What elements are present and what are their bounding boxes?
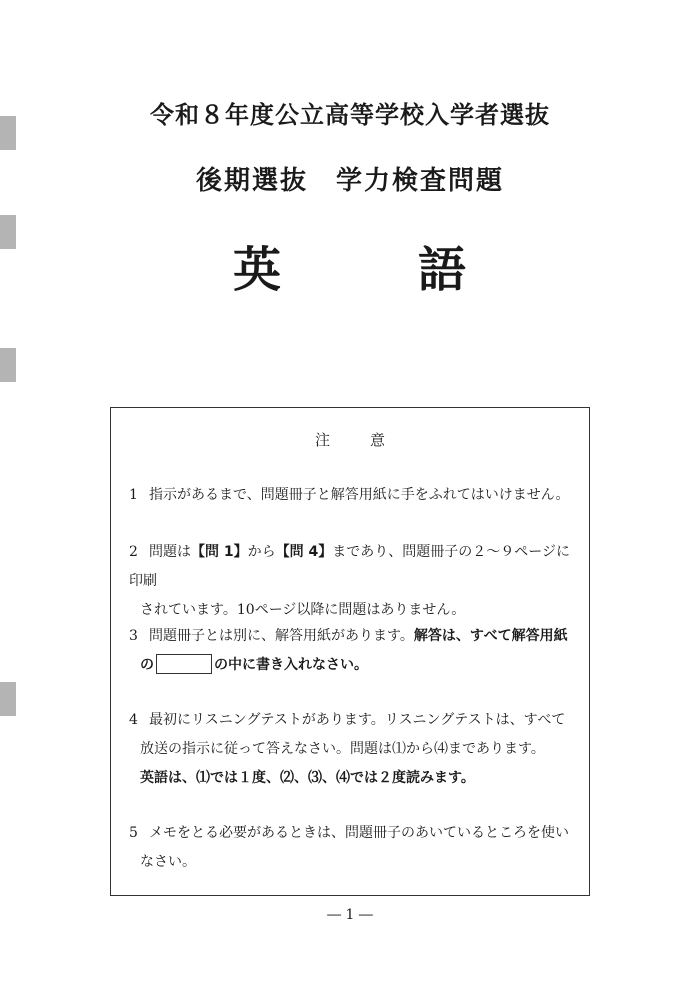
item-text-line2: されています。10ページ以降に問題はありません。 [140,602,466,618]
binding-marker [0,682,16,716]
exam-subtitle: 後期選抜 学力検査問題 [195,166,504,196]
item-text-line2: 放送の指示に従って答えなさい。問題は⑴から⑷まであります。 [140,741,545,757]
item-text: 指示があるまで、問題冊子と解答用紙に手をふれてはいけません。 [149,487,570,503]
item-bold-line3: 英語は、⑴では１度、⑵、⑶、⑷では２度読みます。 [140,770,475,786]
item-text: メモをとる必要があるときは、問題冊子のあいているところを使い [149,825,569,841]
notice-item-4 [129,706,581,793]
subject-char-2: 語 [418,242,467,298]
binding-marker [0,348,16,382]
item-text: 問題冊子とは別に、解答用紙があります。 [149,628,414,644]
answer-box-symbol [156,654,212,674]
item-text: 最初にリスニングテストがあります。リスニングテストは、すべて [149,712,566,728]
item-text: から [247,544,276,560]
notice-item-1 [129,481,581,510]
item-text-line2: なさい。 [140,854,196,870]
item-number: 4 [129,712,138,728]
item-number: 5 [129,825,138,841]
exam-title: 令和８年度公立高等学校入学者選抜 [150,101,550,129]
item-text: 問題は [149,544,191,560]
item-number: 1 [129,487,138,503]
notice-item-5 [129,819,581,877]
item-number: 2 [129,544,138,560]
item-bold-ref: 【問 4】 [275,544,333,560]
notice-item-2 [129,538,581,625]
item-bold-text: の [140,657,154,673]
subject-char-1: 英 [233,242,282,298]
page-number: ― 1 ― [327,907,373,923]
notice-box [110,407,590,896]
item-bold-text: の中に書き入れなさい。 [214,657,368,673]
item-bold-ref: 【問 1】 [191,544,248,560]
binding-marker [0,215,16,249]
item-text: まであり、問題冊子の２～９ページに印刷 [129,544,570,589]
notice-heading: 注意 [314,431,425,449]
item-bold-text: 解答は、すべて解答用紙 [413,628,568,644]
item-number: 3 [129,628,138,644]
notice-item-3 [129,622,581,680]
